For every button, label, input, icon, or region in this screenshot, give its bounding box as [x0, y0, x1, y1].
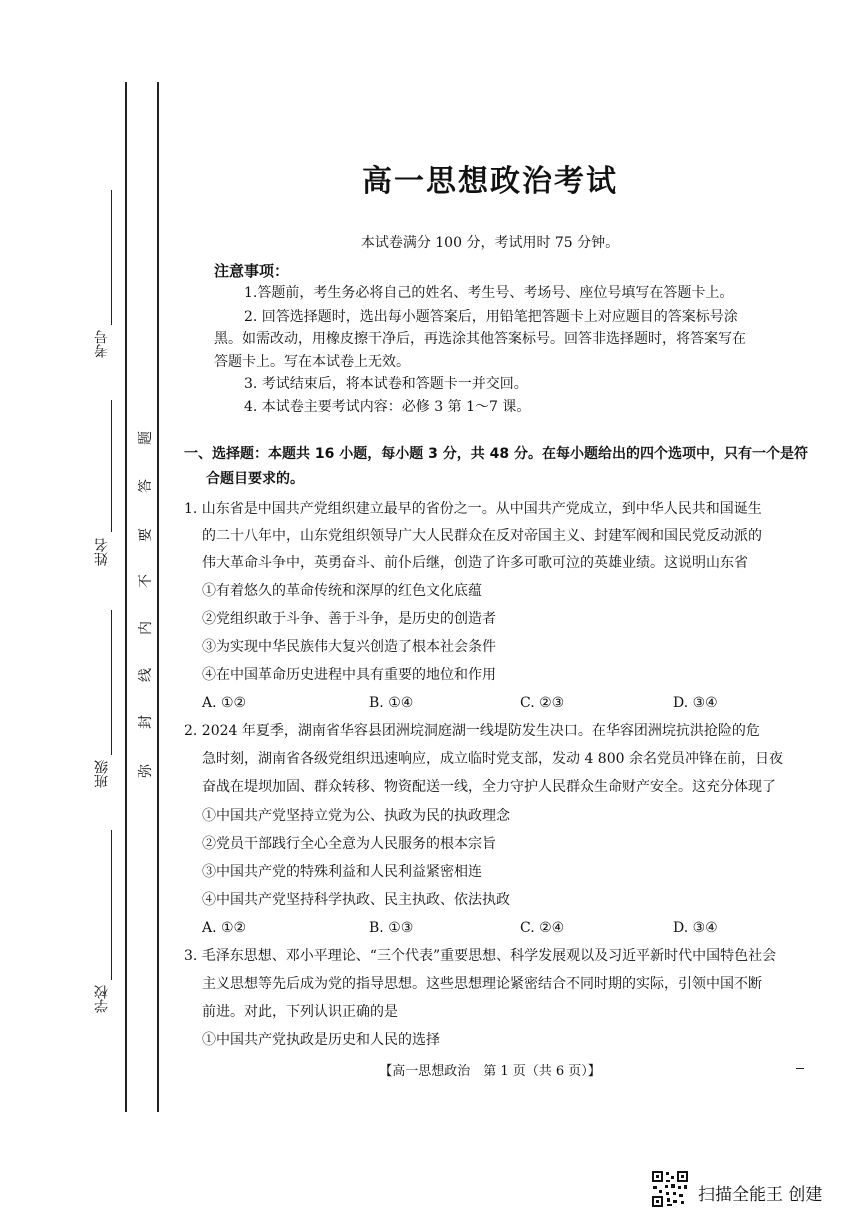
scanner-watermark: 扫描全能王 创建: [698, 1185, 823, 1205]
section-heading-cont: 合题目要求的。: [206, 471, 304, 487]
question-1-item: ③为实现中华民族伟大复兴创造了根本社会条件: [202, 639, 496, 655]
seal-char: 弥: [138, 764, 154, 778]
question-3-stem: 3. 毛泽东思想、邓小平理论、“三个代表”重要思想、科学发展观以及习近平新时代中国特色社会: [184, 948, 777, 964]
seal-char: 封: [138, 715, 154, 729]
exam-number-blank: [111, 190, 112, 325]
notice-line: 答题卡上。写在本试卷上无效。: [214, 354, 410, 370]
notice-line: 2. 回答选择题时，选出每小题答案后，用铅笔把答题卡上对应题目的答案标号涂: [244, 309, 738, 325]
question-2-item: ③中国共产党的特殊利益和人民利益紧密相连: [202, 864, 482, 880]
page-title: 高一思想政治考试: [362, 164, 618, 199]
question-3-stem: 前进。对此，下列认识正确的是: [202, 1004, 398, 1020]
question-3-stem: 主义思想等先后成为党的指导思想。这些思想理论紧密结合不同时期的实际，引领中国不断: [202, 976, 762, 992]
class-label: 班级: [94, 760, 110, 788]
question-1-stem: 1. 山东省是中国共产党组织建立最早的省份之一。从中国共产党成立，到中华人民共和国诞生: [184, 501, 762, 517]
question-2-item: ①中国共产党坚持立党为公、执政为民的执政理念: [202, 808, 510, 824]
question-2-stem: 奋战在堤坝加固、群众转移、物资配送一线，全力守护人民群众生命财产安全。这充分体现了: [202, 779, 776, 795]
page-footer: 【高一思想政治 第 1 页（共 6 页）】: [379, 1064, 601, 1079]
question-1-option-b[interactable]: B. ①④: [369, 695, 414, 711]
question-2-option-a[interactable]: A. ①②: [202, 920, 247, 936]
section-heading: 一、选择题：本题共 16 小题，每小题 3 分，共 48 分。在每小题给出的四个选项中，只有一个是符: [184, 446, 808, 462]
exam-number-label: 考号: [94, 330, 110, 358]
notice-line: 4. 本试卷主要考试内容：必修 3 第 1～7 课。: [244, 399, 531, 415]
seal-char: 线: [138, 668, 154, 682]
exam-info: 本试卷满分 100 分，考试用时 75 分钟。: [360, 235, 620, 251]
school-label: 学校: [94, 985, 110, 1013]
question-2-option-b[interactable]: B. ①③: [369, 920, 414, 936]
question-1-option-c[interactable]: C. ②③: [520, 695, 565, 711]
notice-line: 3. 考试结束后，将本试卷和答题卡一并交回。: [244, 376, 528, 392]
seal-char: 题: [138, 431, 154, 445]
question-1-option-a[interactable]: A. ①②: [202, 695, 247, 711]
name-blank: [111, 400, 112, 532]
notice-heading: 注意事项：: [214, 262, 290, 280]
seal-char: 要: [138, 528, 154, 542]
footer-dash: [796, 1068, 804, 1069]
question-2-item: ④中国共产党坚持科学执政、民主执政、依法执政: [202, 892, 510, 908]
question-2-item: ②党员干部践行全心全意为人民服务的根本宗旨: [202, 836, 496, 852]
name-label: 姓名: [94, 538, 110, 566]
question-3-item: ①中国共产党执政是历史和人民的选择: [202, 1032, 440, 1048]
question-1-item: ①有着悠久的革命传统和深厚的红色文化底蕴: [202, 583, 482, 599]
question-1-option-d[interactable]: D. ③④: [673, 695, 718, 711]
qr-code-icon: [651, 1170, 689, 1208]
question-2-stem: 急时刻，湖南省各级党组织迅速响应，成立临时党支部，发动 4 800 余名党员冲锋在前，日夜: [202, 751, 783, 767]
binding-line-outer: [125, 82, 127, 1112]
question-1-stem: 伟大革命斗争中，英勇奋斗、前仆后继，创造了许多可歌可泣的英雄业绩。这说明山东省: [202, 555, 748, 571]
question-1-item: ②党组织敢于斗争、善于斗争，是历史的创造者: [202, 611, 496, 627]
question-2-option-d[interactable]: D. ③④: [673, 920, 718, 936]
notice-line: 1.答题前，考生务必将自己的姓名、考生号、考场号、座位号填写在答题卡上。: [244, 285, 734, 301]
question-1-stem: 的二十八年中，山东党组织领导广大人民群众在反对帝国主义、封建军阀和国民党反动派的: [202, 528, 762, 544]
seal-char: 内: [138, 621, 154, 635]
seal-char: 不: [138, 574, 154, 588]
binding-line-inner: [157, 82, 159, 1112]
notice-line: 黑。如需改动，用橡皮擦干净后，再选涂其他答案标号。回答非选择题时，将答案写在: [214, 331, 746, 347]
school-blank: [111, 830, 112, 980]
question-2-stem: 2. 2024 年夏季，湖南省华容县团洲垸洞庭湖一线堤防发生决口。在华容团洲垸抗洪抢险的危: [184, 723, 760, 739]
class-blank: [111, 610, 112, 755]
question-2-option-c[interactable]: C. ②④: [520, 920, 565, 936]
question-1-item: ④在中国革命历史进程中具有重要的地位和作用: [202, 667, 496, 683]
seal-char: 答: [138, 479, 154, 493]
